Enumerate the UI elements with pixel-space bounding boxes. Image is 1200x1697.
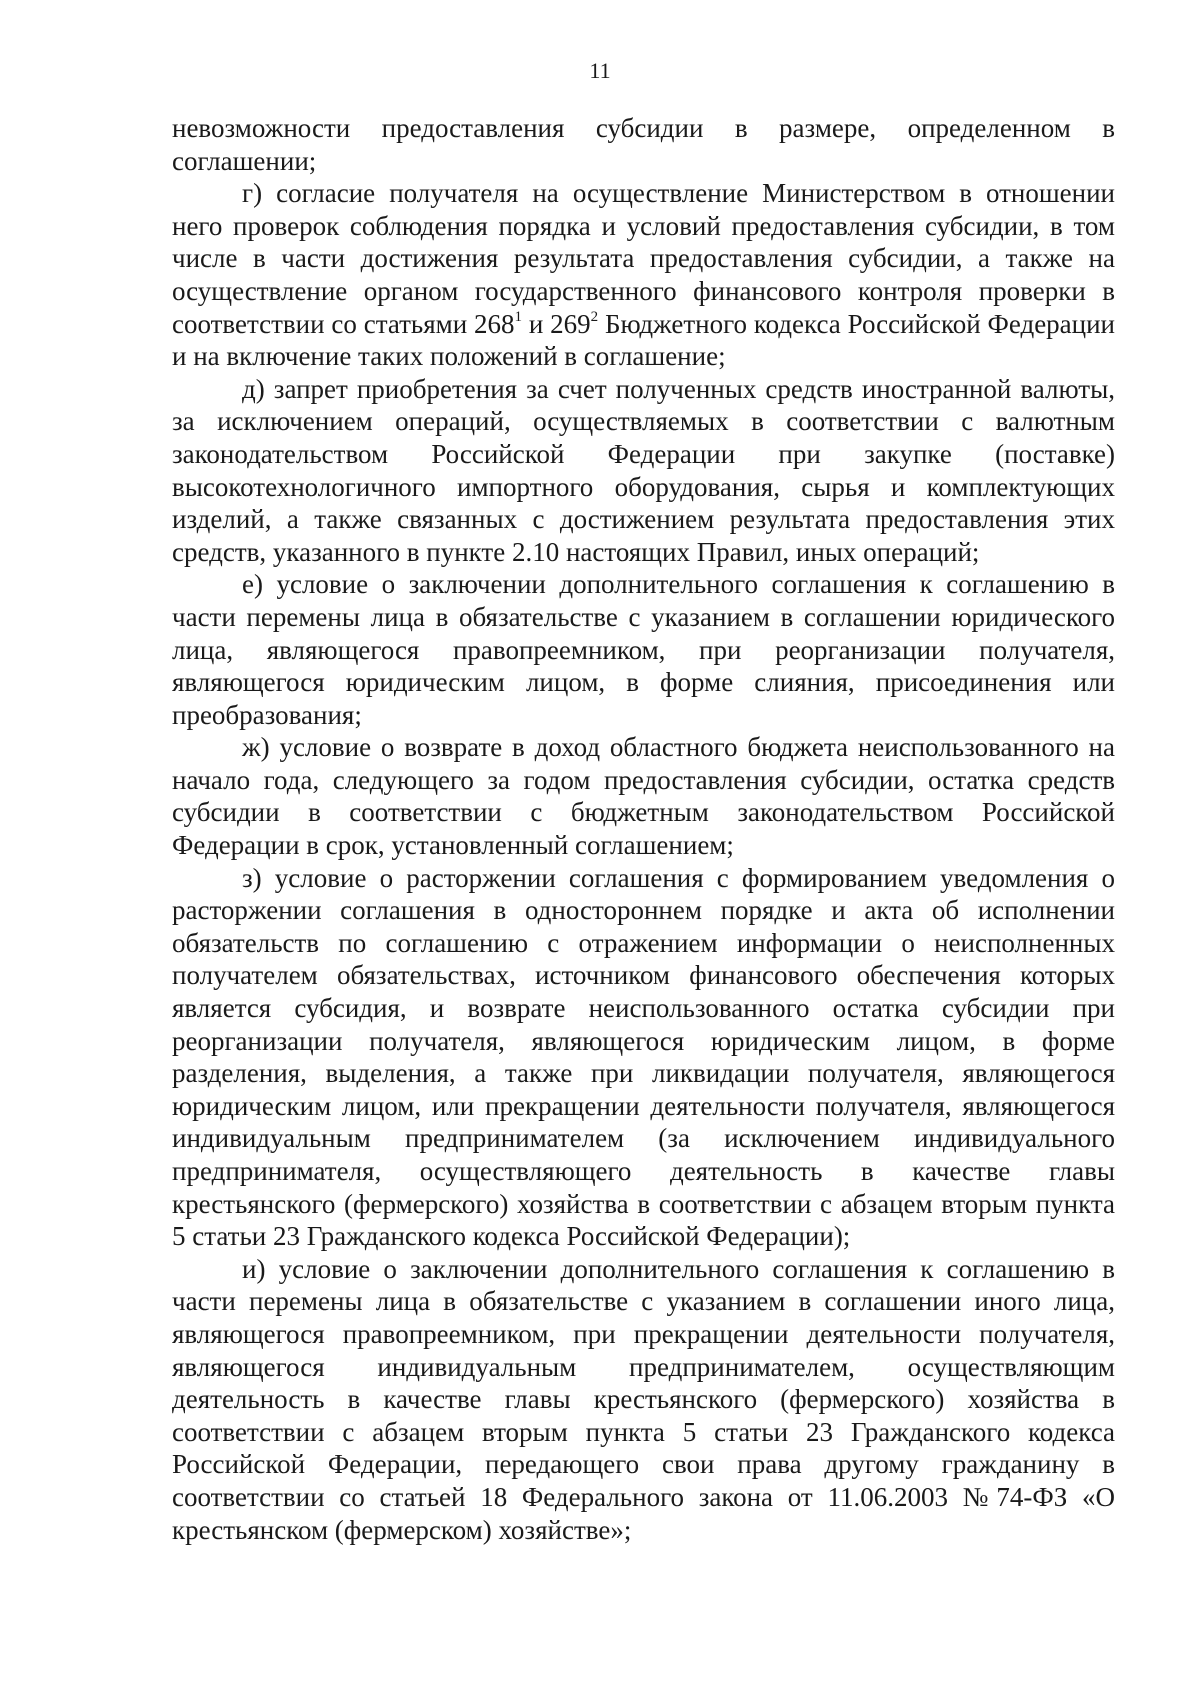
paragraph-item-g-text-start: г) согласие получателя на осуществление Министерством в отношении него проверок соблюдения порядка и условий предоставления субсидии, в том числе в части достижения результата предоставления субсидии, а также на осуществление органом государственного финансового контроля проверки в соответствии со статьями 268 (172, 178, 1115, 339)
superscript-2: 2 (590, 308, 599, 325)
page-number: 11 (589, 58, 611, 83)
paragraph-item-g-text-middle: и 269 (522, 308, 591, 339)
paragraph-item-z: з) условие о расторжении соглашения с формированием уведомления о расторжении соглашения в одностороннем порядке и акта об исполнении обязательств по соглашению с отражением информации о неисполненных получателем обязательствах, источником финансового обеспечения которых является субсидия, и возврате неиспользованного остатка субсидии при реорганизации получателя, являющегося юридическим лицом, в форме разделения, выделения, а также при ликвидации получателя, являющегося юридическим лицом, или прекращении деятельности получателя, являющегося индивидуальным предпринимателем (за исключением индивидуального предпринимателя, осуществляющего деятельность в качестве главы крестьянского (фермерского) хозяйства в соответствии с абзацем вторым пункта 5 статьи 23 Гражданского кодекса Российской Федерации); (172, 862, 1115, 1252)
paragraph-continuation: невозможности предоставления субсидии в размере, определенном в соглашении; (172, 113, 1115, 176)
paragraph-item-g (172, 177, 1115, 373)
paragraph-item-g-text-end: Бюджетного кодекса Российской Федерации и на включение таких положений в соглашение; (172, 308, 1116, 372)
superscript-1: 1 (514, 308, 523, 325)
document-body (172, 112, 1115, 1546)
paragraph-item-d: д) запрет приобретения за счет полученных средств иностранной валюты, за исключением операций, осуществляемых в соответствии с валютным законодательством Российской Федерации при закупке (поставке) высокотехнологичного импортного оборудования, сырья и комплектующих изделий, а также связанных с достижением результата предоставления этих средств, указанного в пункте 2.10 настоящих Правил, иных операций; (172, 373, 1115, 567)
paragraph-item-e: е) условие о заключении дополнительного соглашения к соглашению в части перемены лица в обязательстве с указанием в соглашении юридического лица, являющегося правопреемником, при реорганизации получателя, являющегося юридическим лицом, в форме слияния, присоединения или преобразования; (172, 569, 1115, 730)
paragraph-item-i: и) условие о заключении дополнительного соглашения к соглашению в части перемены лица в обязательстве с указанием в соглашении иного лица, являющегося правопреемником, при прекращении деятельности получателя, являющегося индивидуальным предпринимателем, осуществляющим деятельность в качестве главы крестьянского (фермерского) хозяйства в соответствии с абзацем вторым пункта 5 статьи 23 Гражданского кодекса Российской Федерации, передающего свои права другому гражданину в соответствии со статьей 18 Федерального закона от 11.06.2003 №74-ФЗ «О крестьянском (фермерском) хозяйстве»; (172, 1253, 1115, 1545)
paragraph-item-zh: ж) условие о возврате в доход областного бюджета неиспользованного на начало года, следующего за годом предоставления субсидии, остатка средств субсидии в соответствии с бюджетным законодательством Российской Федерации в срок, установленный соглашением; (172, 732, 1115, 861)
